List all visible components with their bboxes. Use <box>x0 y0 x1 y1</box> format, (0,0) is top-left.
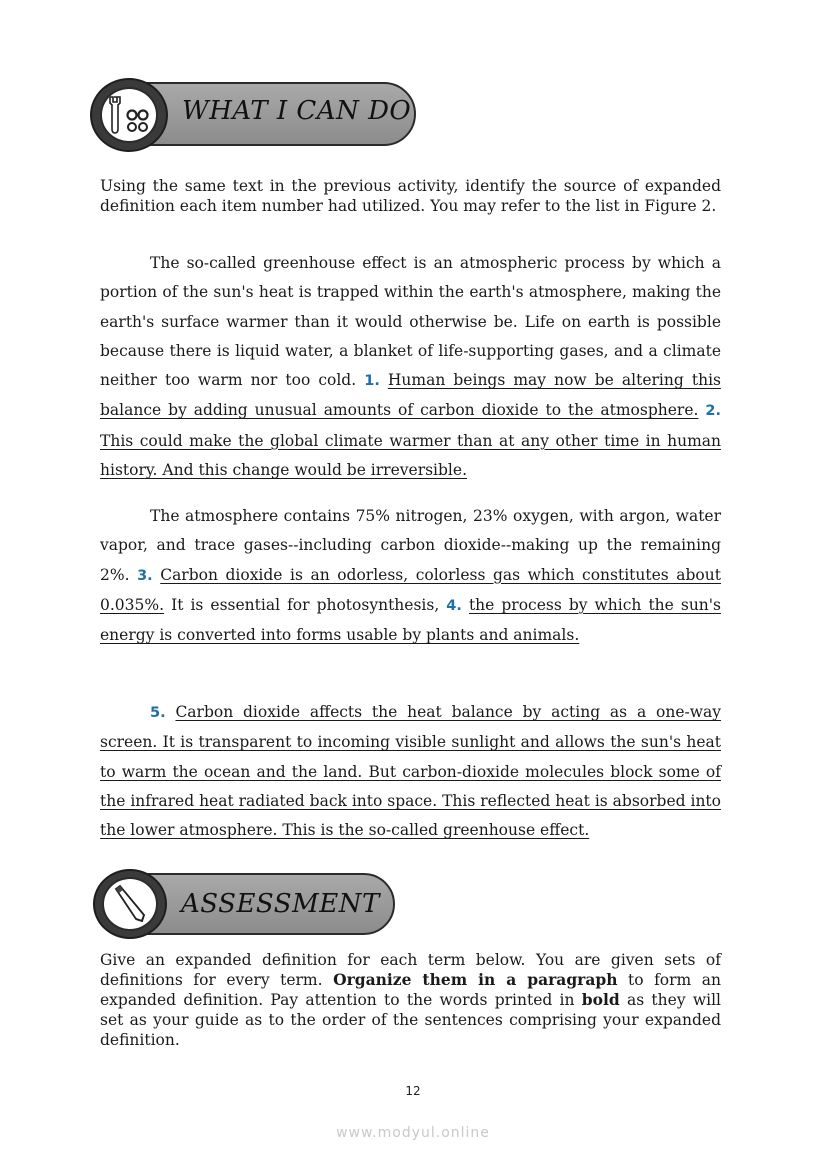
assessment-bold-2: bold <box>581 990 620 1009</box>
item-number-4: 4. <box>446 597 462 614</box>
instruction-text: Using the same text in the previous activity, identify the source of expanded definition each item number had utilized. You may refer to the list in Figure 2. <box>100 177 721 215</box>
badge-inner <box>100 87 158 143</box>
item-number-2: 2. <box>705 403 721 420</box>
section-title: ASSESSMENT <box>181 889 380 919</box>
assessment-text-2: to form an expanded definition. Pay attention to the words printed in <box>100 971 721 1009</box>
page-number: 12 <box>405 1084 421 1098</box>
assessment-bold-1: Organize them in a paragraph <box>333 970 618 989</box>
watermark: www.modyul.online <box>336 1125 490 1141</box>
paragraph-2 <box>100 502 721 650</box>
assessment-text-1: Give an expanded definition for each term below. You are given sets of definitions for every term. <box>100 951 721 989</box>
item-3-sentence: Carbon dioxide is an odorless, colorless gas which constitutes about 0.035%. <box>100 565 721 614</box>
item-number-1: 1. <box>364 373 380 390</box>
item-2-sentence: This could make the global climate warmer than at any other time in human history. And this change would be irreversible. <box>100 431 721 480</box>
assessment-banner <box>93 871 403 937</box>
item-5-sentence: Carbon dioxide affects the heat balance by acting as a one-way screen. It is transparent to incoming visible sunlight and allows the sun's heat to warm the ocean and the land. But carbon-dioxide molecules block some of the infrared heat radiated back into space. This reflected heat is absorbed into the lower atmosphere. This is the so-called greenhouse effect. <box>100 703 721 840</box>
item-number-5: 5. <box>150 705 166 721</box>
banner-badge <box>93 869 167 939</box>
paragraph-1 <box>100 249 721 485</box>
paragraph-2-lead: The atmosphere contains 75% nitrogen, 23% oxygen, with argon, water vapor, and trace gases--including carbon dioxide--making up the remaining 2%. <box>100 507 721 584</box>
paragraph-2-mid: It is essential for photosynthesis, <box>171 595 440 614</box>
item-4-sentence: the process by which the sun's energy is converted into forms usable by plants and animals. <box>100 595 722 645</box>
badge-inner <box>102 877 158 931</box>
assessment-text-3: as they will set as your guide as to the order of the sentences comprising your expanded definition. <box>100 991 721 1049</box>
wrench-gears-icon <box>102 89 156 141</box>
section-title: WHAT I CAN DO <box>182 96 412 126</box>
paragraph-1-lead: The so-called greenhouse effect is an atmospheric process by which a portion of the sun's heat is trapped within the earth's atmosphere, making the earth's surface warmer than it would otherwise be. Life on earth is possible because there is liquid water, a blanket of life-supporting gases, and a climate neither too warm nor too cold. <box>100 254 721 390</box>
item-1-sentence: Human beings may now be altering this balance by adding unusual amounts of carbon dioxide to the atmosphere. <box>100 371 721 420</box>
banner-badge <box>90 78 168 152</box>
paragraph-3 <box>100 698 721 845</box>
pencil-icon <box>104 879 156 929</box>
assessment-instructions <box>100 950 721 1050</box>
what-i-can-do-banner <box>90 80 420 150</box>
item-number-3: 3. <box>137 567 153 584</box>
